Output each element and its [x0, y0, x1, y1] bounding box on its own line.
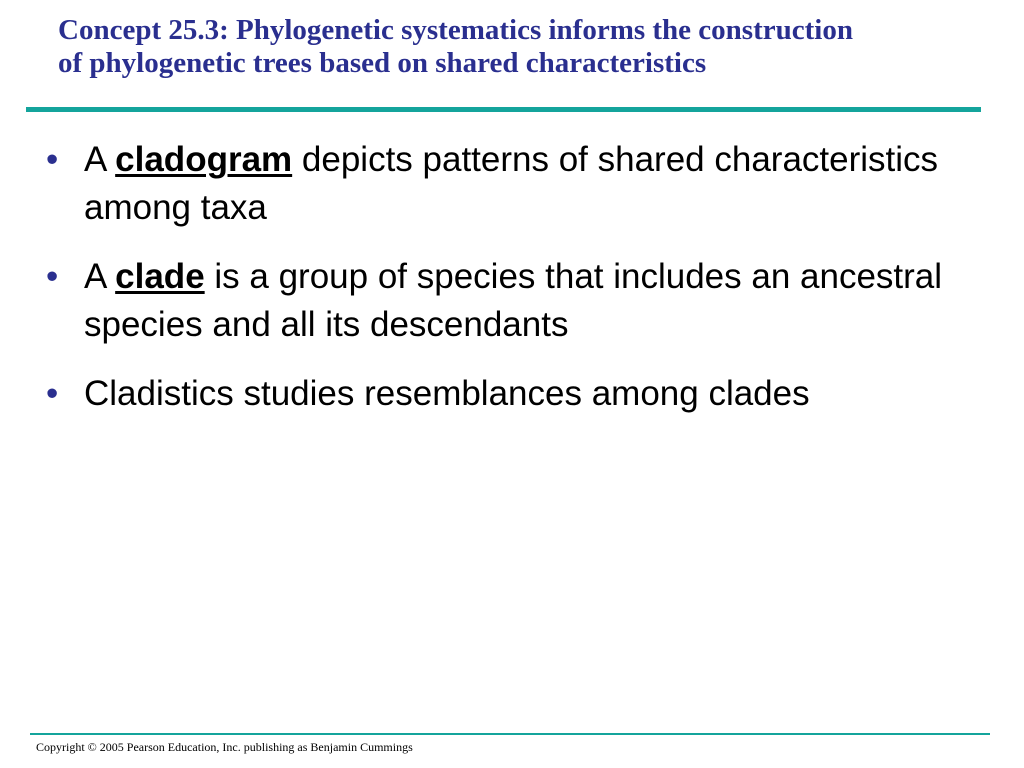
- title-divider-rule: [26, 107, 981, 112]
- bullet-marker: •: [46, 140, 59, 179]
- footer-divider-rule: [30, 733, 990, 735]
- bullet-marker: •: [46, 374, 59, 413]
- bullet-lead-text: A: [84, 257, 106, 296]
- bullet-item-cladogram: [44, 136, 974, 232]
- copyright-notice: Copyright © 2005 Pearson Education, Inc. publishing as Benjamin Cummings: [36, 740, 413, 754]
- bullet-body-text: is a group of species that includes an ancestral species and all its descendants: [84, 257, 943, 344]
- bullet-lead-text: A: [84, 140, 106, 179]
- slide-title-line-2: of phylogenetic trees based on shared characteristics: [58, 47, 707, 79]
- bullet-marker: •: [46, 257, 59, 296]
- term-cladogram: cladogram: [115, 140, 293, 179]
- bullet-item-cladistics: [44, 370, 974, 418]
- term-clade: clade: [115, 257, 205, 296]
- bullet-body-text: depicts patterns of shared characteristics among taxa: [84, 140, 939, 227]
- bullet-list: [44, 136, 974, 439]
- slide-title: [58, 14, 978, 80]
- slide-title-line-1: Concept 25.3: Phylogenetic systematics informs the construction: [58, 14, 853, 46]
- bullet-body-text: Cladistics studies resemblances among clades: [84, 374, 810, 413]
- bullet-item-clade: [44, 253, 974, 349]
